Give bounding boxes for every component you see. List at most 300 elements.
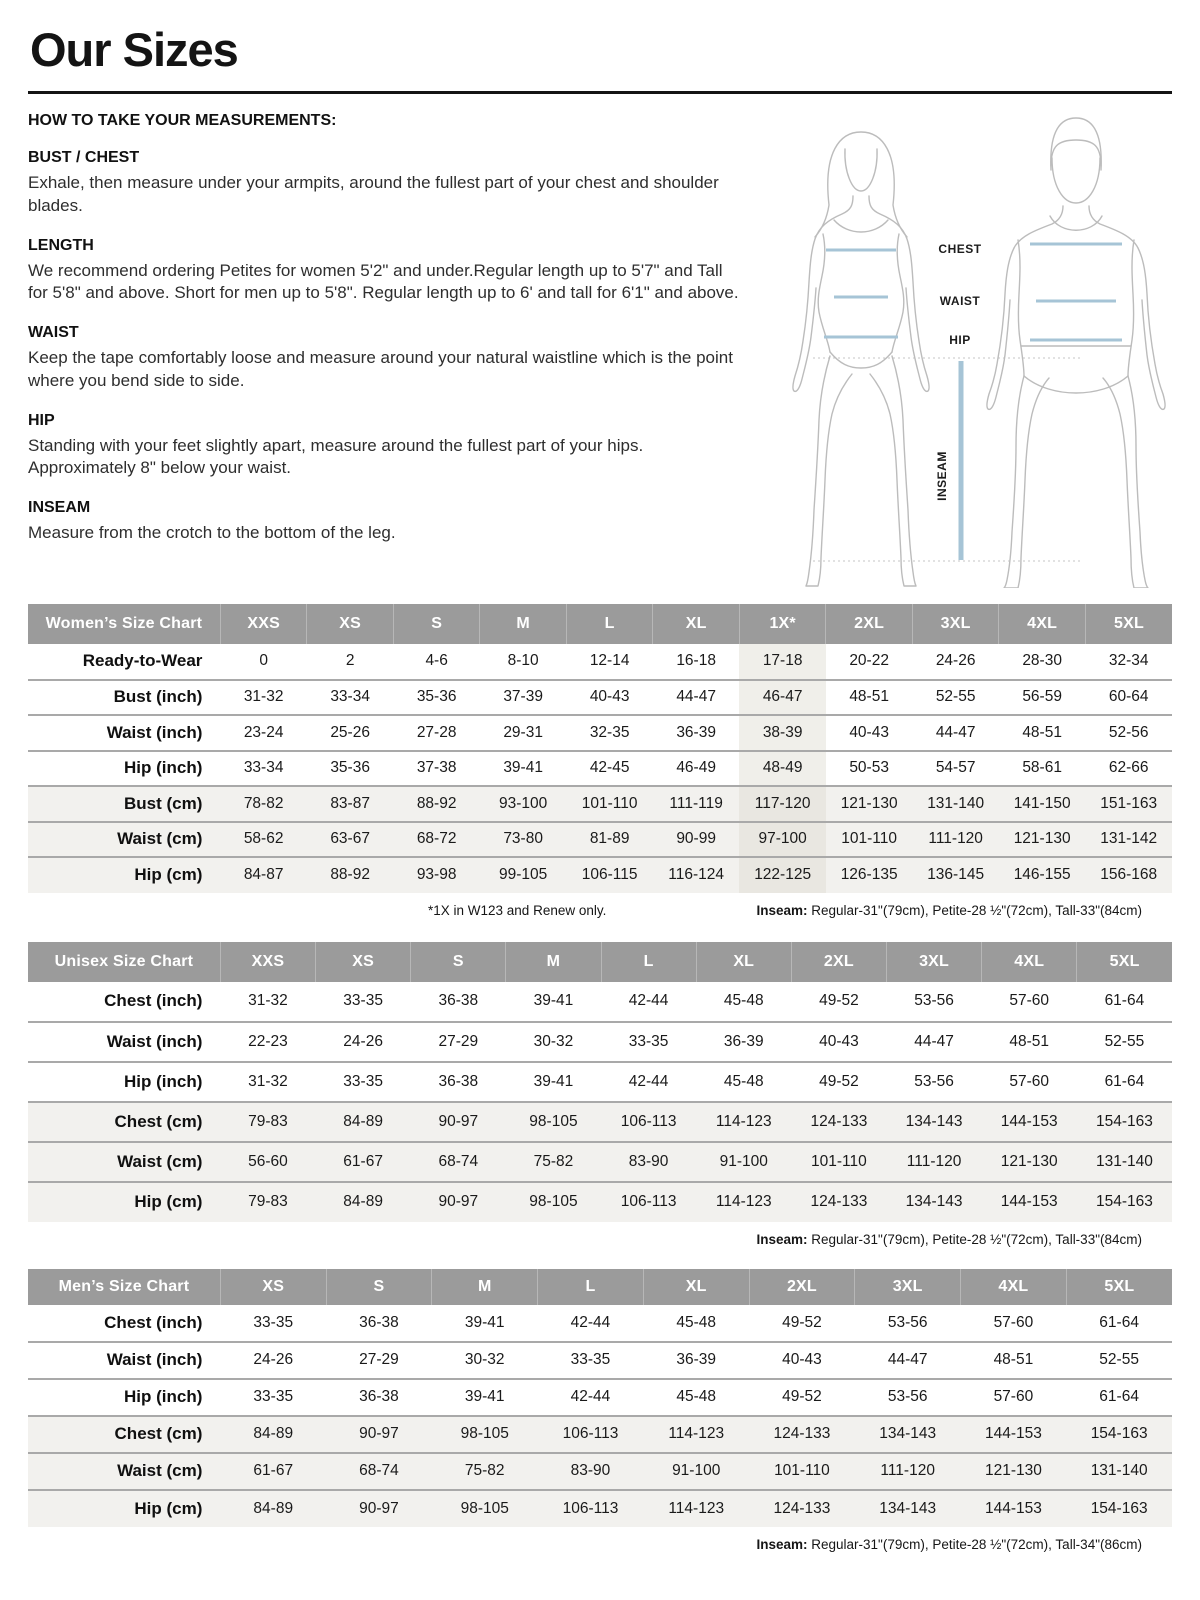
- size-cell: 106-113: [562, 1499, 619, 1517]
- size-cell: 114-123: [715, 1112, 772, 1130]
- womens-size-chart-section: [28, 604, 1172, 918]
- size-cell: 4-6: [425, 652, 448, 670]
- instruction-section-bust-chest: [28, 149, 768, 218]
- table-row: [28, 1342, 1172, 1379]
- section-title: HIP: [28, 411, 55, 429]
- table-row: [28, 1182, 1172, 1222]
- instruction-section-length: [28, 237, 768, 306]
- size-cell: 151-163: [1100, 794, 1158, 812]
- column-header: 4XL: [961, 1269, 1067, 1305]
- size-cell: 84-89: [343, 1112, 383, 1130]
- table-row: [28, 644, 1172, 680]
- table-header-row: [28, 604, 1172, 644]
- size-cell: 31-32: [243, 688, 284, 706]
- size-cell: 61-67: [343, 1152, 383, 1170]
- size-cell: 12-14: [589, 652, 630, 670]
- column-header: 2XL: [826, 604, 913, 644]
- size-cell: 144-153: [1000, 1112, 1058, 1130]
- size-cell: 78-82: [243, 794, 284, 812]
- column-header: 1X*: [739, 604, 826, 644]
- row-label: Hip (cm): [134, 865, 203, 885]
- size-cell: 28-30: [1022, 652, 1062, 670]
- size-cell: 154-163: [1095, 1112, 1153, 1130]
- column-header: 4XL: [999, 604, 1086, 644]
- size-cell: 44-47: [935, 723, 976, 741]
- table-header-row: [28, 1269, 1172, 1305]
- size-cell: 56-59: [1022, 688, 1062, 706]
- row-label: Waist (cm): [117, 1461, 203, 1480]
- size-cell: 83-90: [570, 1462, 611, 1479]
- row-label: Waist (inch): [106, 1031, 203, 1051]
- size-cell: 46-47: [739, 680, 826, 716]
- size-cell: 126-135: [840, 866, 898, 884]
- size-cell: 33-34: [243, 759, 284, 777]
- section-body: Exhale, then measure under your armpits, around the fullest part of your chest and shoulder blades.: [28, 173, 719, 215]
- size-cell: 48-51: [849, 688, 889, 706]
- column-header: M: [506, 942, 601, 982]
- column-header: XS: [220, 1269, 326, 1305]
- size-cell: 33-35: [628, 1032, 669, 1050]
- diagram-label-chest: CHEST: [938, 242, 982, 256]
- size-cell: 98-105: [529, 1112, 578, 1130]
- table-row: [28, 751, 1172, 787]
- size-cell: 63-67: [330, 830, 370, 848]
- size-cell: 134-143: [879, 1499, 937, 1517]
- size-cell: 42-44: [570, 1388, 611, 1405]
- size-cell: 144-153: [984, 1499, 1042, 1517]
- table-row: [28, 1453, 1172, 1490]
- column-header: 5XL: [1066, 1269, 1172, 1305]
- row-label: Chest (inch): [104, 991, 203, 1010]
- row-label: Waist (inch): [106, 722, 203, 742]
- instruction-section-waist: [28, 324, 768, 393]
- size-cell: 114-123: [668, 1499, 725, 1517]
- column-header: S: [411, 942, 506, 982]
- size-cell: 17-18: [739, 644, 826, 680]
- size-cell: 91-100: [672, 1462, 721, 1479]
- size-cell: 68-74: [438, 1152, 479, 1170]
- size-cell: 61-64: [1099, 1388, 1139, 1405]
- size-cell: 111-120: [928, 830, 983, 848]
- size-cell: 134-143: [905, 1193, 963, 1210]
- size-cell: 36-39: [676, 1351, 717, 1368]
- inseam-footnote-label: Inseam:: [756, 1536, 808, 1552]
- size-cell: 146-155: [1013, 866, 1071, 884]
- size-table: [28, 1269, 1172, 1527]
- size-cell: 124-133: [810, 1193, 868, 1210]
- size-cell: 35-36: [416, 688, 457, 706]
- size-cell: 44-47: [676, 688, 716, 706]
- size-cell: 35-36: [330, 759, 370, 777]
- size-cell: 36-38: [438, 1072, 479, 1090]
- mens-table-footnotes: [28, 1537, 1142, 1552]
- table-row: [28, 822, 1172, 858]
- size-cell: 30-32: [533, 1032, 574, 1050]
- size-cell: 144-153: [984, 1425, 1042, 1442]
- size-cell: 52-55: [1099, 1351, 1139, 1368]
- table-row: [28, 1022, 1172, 1062]
- row-label: Hip (inch): [124, 1071, 203, 1091]
- size-cell: 56-60: [248, 1152, 288, 1170]
- size-cell: 131-140: [1095, 1152, 1153, 1170]
- measurement-diagram: [768, 108, 1188, 588]
- size-table: [28, 604, 1172, 893]
- size-cell: 36-38: [359, 1388, 399, 1405]
- page-title: Our Sizes: [30, 23, 238, 76]
- size-cell: 68-74: [359, 1462, 399, 1479]
- size-cell: 52-55: [935, 688, 976, 706]
- size-cell: 16-18: [676, 652, 716, 670]
- instructions-text-column: [28, 104, 768, 545]
- size-cell: 37-39: [503, 688, 543, 706]
- size-cell: 2: [345, 652, 355, 670]
- size-cell: 101-110: [841, 830, 897, 848]
- column-header: XS: [307, 604, 394, 644]
- column-header: 2XL: [749, 1269, 855, 1305]
- size-cell: 27-29: [438, 1032, 479, 1050]
- size-cell: 61-64: [1104, 992, 1145, 1009]
- size-cell: 88-92: [330, 866, 370, 884]
- column-header: 4XL: [982, 942, 1077, 982]
- size-table: [28, 942, 1172, 1222]
- size-cell: 33-34: [330, 688, 370, 706]
- column-header: M: [432, 1269, 538, 1305]
- mens-inseam-footnote: [756, 1537, 1142, 1552]
- body-measurement-illustration: [768, 108, 1188, 588]
- size-cell: 124-133: [810, 1112, 868, 1130]
- row-label: Bust (cm): [123, 793, 203, 813]
- row-label: Bust (inch): [113, 687, 203, 707]
- size-cell: 90-97: [438, 1112, 479, 1130]
- size-cell: 75-82: [533, 1152, 574, 1170]
- size-cell: 45-48: [723, 1072, 764, 1090]
- size-cell: 61-67: [253, 1462, 294, 1479]
- row-label: Hip (cm): [134, 1498, 203, 1518]
- size-cell: 36-39: [676, 723, 716, 741]
- unisex-size-chart-section: [28, 942, 1172, 1247]
- row-label: Hip (inch): [124, 1387, 203, 1406]
- size-cell: 40-43: [589, 688, 630, 706]
- section-body: Standing with your feet slightly apart, measure around the fullest part of your hips. Approximately 8" below your waist.: [28, 435, 644, 478]
- womens-inseam-footnote: [756, 903, 1142, 918]
- size-cell: 33-35: [253, 1313, 294, 1331]
- size-cell: 106-115: [581, 866, 638, 884]
- size-cell: 61-64: [1104, 1072, 1145, 1090]
- size-cell: 0: [259, 652, 268, 670]
- size-cell: 52-56: [1108, 723, 1149, 741]
- section-title: BUST / CHEST: [28, 149, 140, 166]
- column-header: 5XL: [1077, 942, 1172, 982]
- row-label: Hip (inch): [124, 758, 203, 778]
- table-row: [28, 1142, 1172, 1182]
- size-cell: 24-26: [343, 1032, 383, 1050]
- diagram-label-hip: HIP: [949, 333, 971, 347]
- column-header: XXS: [220, 942, 315, 982]
- size-cell: 121-130: [1013, 830, 1071, 848]
- inseam-footnote-text: Regular-31"(79cm), Petite-28 ½"(72cm), Tall-34"(86cm): [807, 1536, 1142, 1552]
- size-cell: 101-110: [774, 1462, 830, 1479]
- table-title: Men’s Size Chart: [28, 1269, 220, 1305]
- column-header: 2XL: [791, 942, 886, 982]
- diagram-label-waist: WAIST: [939, 294, 981, 308]
- size-cell: 36-38: [438, 992, 479, 1009]
- size-cell: 75-82: [464, 1462, 505, 1479]
- size-cell: 111-120: [906, 1152, 962, 1170]
- size-cell: 49-52: [782, 1313, 822, 1331]
- inseam-footnote-text: Regular-31"(79cm), Petite-28 ½"(72cm), Tall-33"(84cm): [807, 1231, 1142, 1247]
- table-row: [28, 715, 1172, 751]
- size-cell: 83-90: [628, 1152, 669, 1170]
- size-cell: 58-61: [1022, 759, 1062, 777]
- size-cell: 54-57: [935, 759, 976, 777]
- size-cell: 79-83: [248, 1193, 288, 1210]
- table-row: [28, 786, 1172, 822]
- table-row: [28, 1102, 1172, 1142]
- size-cell: 33-35: [570, 1351, 611, 1368]
- size-cell: 81-89: [589, 830, 630, 848]
- size-cell: 79-83: [248, 1112, 288, 1130]
- size-cell: 131-142: [1100, 830, 1158, 848]
- size-cell: 83-87: [330, 794, 370, 812]
- table-row: [28, 680, 1172, 716]
- size-cell: 48-49: [739, 751, 826, 787]
- size-cell: 40-43: [849, 723, 889, 741]
- column-header: XL: [643, 1269, 749, 1305]
- size-cell: 37-38: [416, 759, 457, 777]
- size-cell: 90-99: [676, 830, 716, 848]
- column-header: M: [480, 604, 567, 644]
- column-header: S: [326, 1269, 432, 1305]
- table-row: [28, 1490, 1172, 1527]
- size-cell: 134-143: [879, 1425, 937, 1442]
- size-cell: 116-124: [668, 866, 724, 884]
- table-title: Women’s Size Chart: [28, 604, 220, 644]
- section-body: We recommend ordering Petites for women 5'2" and under.Regular length up to 5'7" and Tall for 5'8" and above. Short for men up to 5'8". Regular length up to 6' and tall for 6'1" and above.: [28, 260, 739, 303]
- column-header: L: [566, 604, 653, 644]
- size-cell: 57-60: [993, 1388, 1034, 1405]
- row-label: Waist (inch): [106, 1350, 203, 1369]
- mens-size-chart-table: [28, 1269, 1172, 1527]
- size-cell: 98-105: [529, 1193, 578, 1210]
- instructions-heading: HOW TO TAKE YOUR MEASUREMENTS:: [28, 112, 337, 129]
- size-cell: 131-140: [927, 794, 985, 812]
- size-cell: 60-64: [1108, 688, 1149, 706]
- unisex-size-chart-table: [28, 942, 1172, 1222]
- size-cell: 114-123: [715, 1193, 772, 1210]
- instruction-section-hip: [28, 412, 768, 481]
- size-cell: 39-41: [503, 759, 543, 777]
- column-header: XL: [653, 604, 740, 644]
- size-cell: 101-110: [811, 1152, 867, 1170]
- size-cell: 22-23: [248, 1032, 288, 1050]
- table-row: [28, 1416, 1172, 1453]
- size-cell: 124-133: [773, 1499, 831, 1517]
- size-cell: 38-39: [739, 715, 826, 751]
- size-cell: 24-26: [935, 652, 976, 670]
- womens-1x-footnote: *1X in W123 and Renew only.: [428, 902, 607, 918]
- size-cell: 53-56: [887, 1388, 928, 1405]
- size-cell: 141-150: [1013, 794, 1071, 812]
- size-cell: 33-35: [343, 992, 383, 1009]
- size-cell: 52-55: [1104, 1032, 1145, 1050]
- size-cell: 61-64: [1099, 1313, 1139, 1331]
- size-cell: 32-34: [1108, 652, 1149, 670]
- size-cell: 90-97: [359, 1499, 399, 1517]
- size-cell: 49-52: [819, 992, 859, 1009]
- column-header: S: [393, 604, 480, 644]
- size-cell: 36-38: [359, 1313, 399, 1331]
- size-cell: 101-110: [581, 794, 638, 812]
- size-cell: 30-32: [464, 1351, 505, 1368]
- size-cell: 46-49: [676, 759, 716, 777]
- size-cell: 97-100: [739, 822, 826, 858]
- size-cell: 114-123: [668, 1425, 725, 1442]
- diagram-label-inseam: INSEAM: [935, 451, 949, 501]
- size-cell: 99-105: [499, 866, 548, 884]
- size-cell: 136-145: [927, 866, 985, 884]
- size-cell: 29-31: [503, 723, 543, 741]
- size-cell: 90-97: [359, 1425, 399, 1442]
- size-cell: 27-29: [359, 1351, 399, 1368]
- size-cell: 31-32: [248, 1072, 288, 1090]
- size-cell: 84-87: [243, 866, 284, 884]
- section-title: INSEAM: [28, 499, 91, 517]
- mens-size-chart-section: [28, 1269, 1172, 1552]
- size-cell: 39-41: [533, 1072, 574, 1090]
- size-cell: 84-89: [343, 1193, 383, 1210]
- inseam-footnote-text: Regular-31"(79cm), Petite-28 ½"(72cm), Tall-33"(84cm): [807, 902, 1142, 918]
- size-cell: 31-32: [248, 992, 288, 1009]
- size-cell: 111-120: [880, 1462, 935, 1479]
- table-title: Unisex Size Chart: [28, 942, 220, 982]
- title-divider: [28, 91, 1172, 94]
- size-cell: 90-97: [438, 1193, 479, 1210]
- column-header: L: [601, 942, 696, 982]
- female-figure-outline: [793, 132, 929, 586]
- row-label: Hip (cm): [134, 1192, 203, 1211]
- size-cell: 42-44: [628, 1072, 669, 1090]
- row-label: Chest (cm): [114, 1111, 203, 1131]
- size-cell: 44-47: [914, 1032, 954, 1050]
- size-cell: 39-41: [533, 992, 574, 1009]
- size-cell: 53-56: [914, 1072, 954, 1090]
- size-cell: 45-48: [676, 1388, 717, 1405]
- size-cell: 27-28: [416, 723, 457, 741]
- size-cell: 33-35: [253, 1388, 294, 1405]
- size-cell: 98-105: [460, 1425, 509, 1442]
- size-cell: 32-35: [589, 723, 630, 741]
- column-header: L: [538, 1269, 644, 1305]
- size-cell: 84-89: [253, 1499, 294, 1517]
- size-cell: 45-48: [723, 992, 764, 1009]
- size-cell: 39-41: [464, 1313, 505, 1331]
- size-cell: 33-35: [343, 1072, 383, 1090]
- size-cell: 68-72: [416, 830, 457, 848]
- table-row: [28, 1305, 1172, 1342]
- size-cell: 106-113: [620, 1112, 677, 1130]
- table-row: [28, 1379, 1172, 1416]
- unisex-table-footnotes: [28, 1232, 1142, 1247]
- size-cell: 49-52: [819, 1072, 859, 1090]
- section-title: WAIST: [28, 324, 79, 342]
- section-body: Keep the tape comfortably loose and measure around your natural waistline which is the point where you bend side to side.: [28, 348, 733, 390]
- size-cell: 124-133: [773, 1425, 831, 1442]
- table-header-row: [28, 942, 1172, 982]
- size-cell: 154-163: [1090, 1425, 1148, 1442]
- size-cell: 39-41: [464, 1388, 505, 1405]
- inseam-footnote-label: Inseam:: [756, 902, 808, 918]
- size-cell: 23-24: [243, 723, 284, 741]
- column-header: XS: [316, 942, 411, 982]
- size-cell: 88-92: [416, 794, 457, 812]
- size-cell: 144-153: [1000, 1193, 1058, 1210]
- male-figure-outline: [987, 118, 1165, 588]
- table-row: [28, 857, 1172, 893]
- size-cell: 40-43: [782, 1351, 822, 1368]
- size-cell: 134-143: [905, 1112, 963, 1130]
- size-cell: 84-89: [253, 1425, 294, 1442]
- unisex-inseam-footnote: [756, 1232, 1142, 1247]
- measurement-instructions: [28, 104, 1172, 588]
- size-cell: 48-51: [993, 1351, 1034, 1368]
- size-cell: 93-98: [416, 866, 457, 884]
- size-cell: 121-130: [1000, 1152, 1058, 1170]
- size-cell: 44-47: [887, 1351, 928, 1368]
- column-header: XXS: [220, 604, 307, 644]
- size-cell: 49-52: [782, 1388, 822, 1405]
- column-header: 3XL: [886, 942, 981, 982]
- womens-table-footnotes: [28, 903, 1142, 918]
- size-cell: 36-39: [723, 1032, 764, 1050]
- size-cell: 50-53: [849, 759, 889, 777]
- size-cell: 73-80: [503, 830, 543, 848]
- table-row: [28, 982, 1172, 1022]
- column-header: 3XL: [855, 1269, 961, 1305]
- size-cell: 154-163: [1090, 1499, 1148, 1517]
- size-cell: 40-43: [819, 1032, 859, 1050]
- row-label: Chest (inch): [104, 1312, 203, 1332]
- size-cell: 57-60: [1009, 1072, 1050, 1090]
- size-cell: 156-168: [1100, 866, 1158, 884]
- size-cell: 42-45: [589, 759, 630, 777]
- size-cell: 131-140: [1090, 1462, 1148, 1479]
- row-label: Waist (cm): [117, 829, 203, 849]
- size-cell: 57-60: [1009, 992, 1050, 1009]
- size-cell: 42-44: [570, 1313, 611, 1331]
- table-row: [28, 1062, 1172, 1102]
- size-cell: 58-62: [243, 830, 284, 848]
- size-cell: 53-56: [887, 1313, 928, 1331]
- size-cell: 42-44: [628, 992, 669, 1009]
- row-label: Waist (cm): [117, 1151, 203, 1171]
- size-cell: 117-120: [739, 786, 826, 822]
- size-cell: 24-26: [253, 1351, 294, 1368]
- size-cell: 53-56: [914, 992, 954, 1009]
- size-cell: 45-48: [676, 1313, 717, 1331]
- column-header: 5XL: [1085, 604, 1172, 644]
- size-cell: 106-113: [620, 1193, 677, 1210]
- size-cell: 111-119: [669, 794, 723, 812]
- size-cell: 122-125: [739, 857, 826, 893]
- size-cell: 98-105: [460, 1499, 509, 1517]
- size-cell: 93-100: [499, 794, 548, 812]
- size-cell: 62-66: [1108, 759, 1149, 777]
- size-cell: 106-113: [562, 1425, 619, 1442]
- size-cell: 121-130: [984, 1462, 1042, 1479]
- size-cell: 154-163: [1095, 1193, 1153, 1210]
- size-cell: 8-10: [507, 652, 539, 670]
- row-label: Chest (cm): [114, 1424, 203, 1443]
